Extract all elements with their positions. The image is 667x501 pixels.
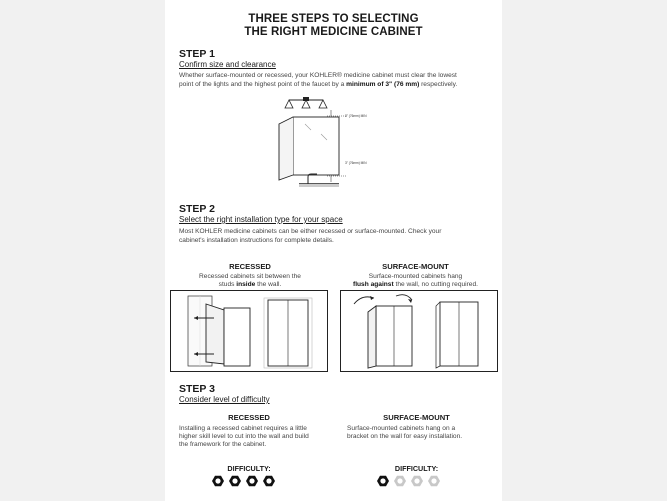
light-shade-left (285, 100, 293, 108)
surface-difficulty-nut-icon-3 (411, 476, 423, 486)
step3-recessed-line-3: the framework for the cabinet. (179, 441, 267, 448)
step3-surface-heading: SURFACE-MOUNT (383, 413, 450, 422)
faucet (308, 174, 317, 184)
step3-heading: STEP 3 (179, 383, 215, 395)
surface-cabinet-side (368, 306, 376, 368)
step3-subheading: Consider level of difficulty (179, 395, 270, 404)
recessed-desc-prefix: studs (218, 281, 237, 288)
step2-body-line-1: Most KOHLER medicine cabinets can be either recessed or surface-mounted. Check your (179, 228, 442, 235)
light-shade-right (319, 100, 327, 108)
surface-desc-line-1: Surface-mounted cabinets hang (368, 273, 463, 280)
surface-desc-bold: flush against (353, 281, 394, 288)
surface-difficulty-label: DIFFICULTY: (394, 464, 439, 473)
step2-body-line-2: cabinet's installation instructions for complete details. (179, 236, 334, 244)
step2-body (179, 228, 501, 245)
step3-recessed-line-2: higher skill level to cut into the wall and build (179, 433, 309, 440)
surface-difficulty-nut-hole-4 (431, 478, 436, 483)
step1-clearance-value: minimum of 3" (76 mm) (346, 80, 420, 88)
step1-heading: STEP 1 (179, 48, 215, 60)
recessed-cabinet-body (224, 308, 250, 366)
recessed-heading: RECESSED (229, 262, 271, 271)
counter-edge (299, 184, 339, 187)
recessed-difficulty-nut-hole-4 (266, 478, 271, 483)
step2-heading: STEP 2 (179, 203, 215, 215)
recessed-difficulty-rating (210, 474, 290, 488)
clearance-diagram (265, 94, 375, 190)
page-title-line-1: THREE STEPS TO SELECTING (248, 13, 419, 25)
step1-body-prefix: point of the lights and the highest point of the faucet by a (179, 80, 347, 88)
surface-mount-description (339, 273, 492, 289)
step3-surface-line-2: bracket on the wall for easy installation. (347, 433, 463, 440)
step1-body-line-2 (179, 81, 501, 90)
infographic-page (165, 0, 502, 501)
surface-mount-heading: SURFACE-MOUNT (382, 262, 449, 271)
recessed-description (190, 273, 310, 289)
step2-subheading: Select the right installation type for your space (179, 215, 343, 224)
recessed-difficulty-nut-hole-1 (215, 478, 220, 483)
step3-surface-description (347, 425, 497, 441)
recessed-difficulty-label: DIFFICULTY: (227, 464, 271, 473)
recessed-desc-line-2 (190, 281, 310, 289)
recessed-desc-line-1: Recessed cabinets sit between the (199, 273, 301, 280)
surface-desc-line-2 (339, 281, 492, 289)
step1-body (179, 72, 501, 89)
light-mount (303, 97, 309, 101)
light-shade-middle (302, 100, 310, 108)
page-title-line-2: THE RIGHT MEDICINE CABINET (244, 26, 423, 38)
recessed-cabinet-door (206, 304, 224, 364)
recessed-difficulty-nut-icon-4 (263, 476, 275, 486)
surface-difficulty-nut-icon-1 (377, 476, 389, 486)
step3-recessed-description (179, 425, 329, 449)
step3-recessed-heading: RECESSED (228, 413, 270, 422)
surface-difficulty-nut-hole-2 (397, 478, 402, 483)
recessed-difficulty-nut-hole-3 (249, 478, 254, 483)
step1-body-suffix: respectively. (419, 80, 458, 88)
recessed-difficulty-nut-icon-1 (212, 476, 224, 486)
surface-difficulty-rating (375, 474, 455, 488)
recessed-desc-suffix: the wall. (255, 281, 282, 288)
recessed-difficulty-nut-hole-2 (232, 478, 237, 483)
clearance-bottom-label: 3" (76mm) MIN (345, 161, 367, 165)
cabinet-open-door (279, 117, 293, 180)
step1-subheading: Confirm size and clearance (179, 60, 276, 69)
clearance-top-label: 3" (76mm) MIN (345, 114, 367, 118)
surface-mount-illustration (340, 290, 498, 372)
recessed-difficulty-nut-icon-3 (246, 476, 258, 486)
surface-difficulty-nut-icon-2 (394, 476, 406, 486)
surface-desc-suffix: the wall, no cutting required. (393, 281, 478, 288)
surface-difficulty-nut-hole-3 (414, 478, 419, 483)
surface-difficulty-nut-hole-1 (380, 478, 385, 483)
step3-recessed-line-1: Installing a recessed cabinet requires a little (179, 425, 307, 432)
surface-difficulty-nut-icon-4 (428, 476, 440, 486)
cabinet-outline (293, 117, 339, 175)
step1-body-line-1: Whether surface-mounted or recessed, your KOHLER® medicine cabinet must clear the lowest (179, 72, 457, 79)
recessed-desc-bold: inside (236, 281, 256, 288)
recessed-difficulty-nut-icon-2 (229, 476, 241, 486)
recessed-illustration (170, 290, 328, 372)
step3-surface-line-1: Surface-mounted cabinets hang on a (347, 425, 456, 432)
